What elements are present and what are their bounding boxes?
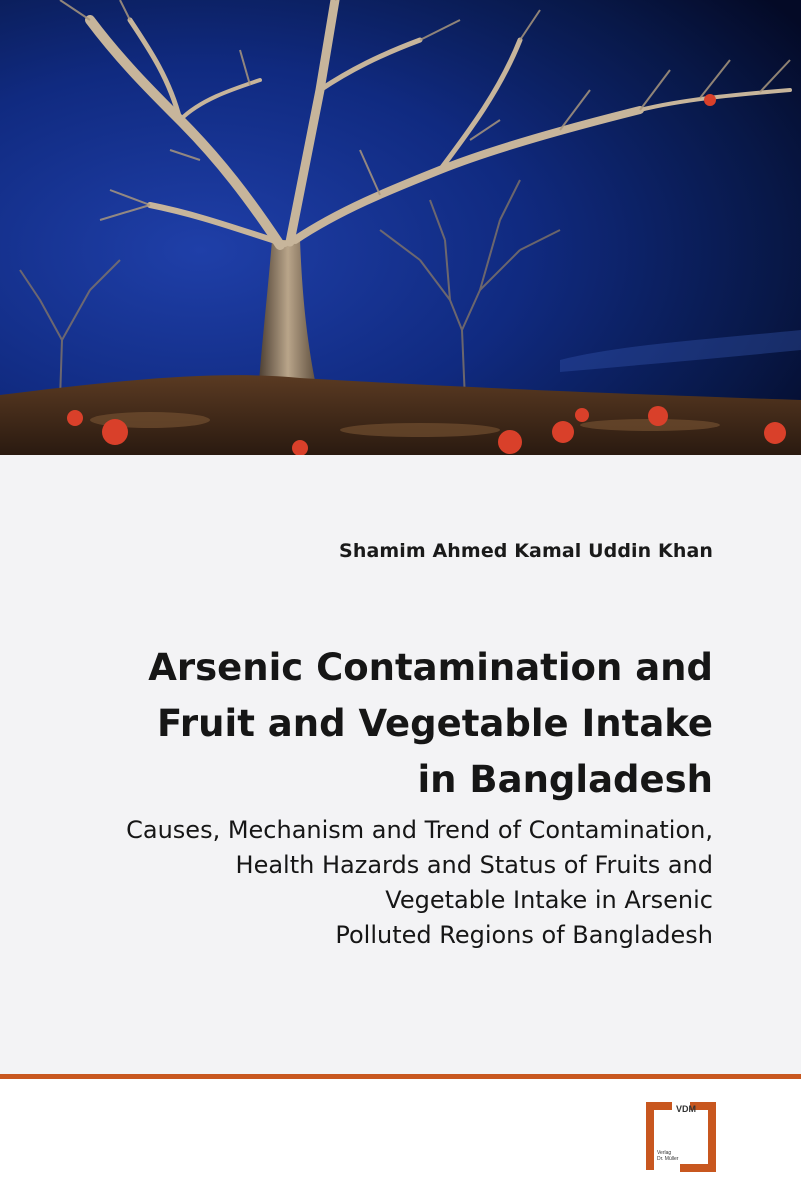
book-subtitle (13, 813, 713, 953)
subtitle-line: Health Hazards and Status of Fruits and (235, 851, 713, 879)
title-line: Fruit and Vegetable Intake (157, 702, 713, 745)
author-name: Shamim Ahmed Kamal Uddin Khan (339, 540, 713, 562)
logo-sub-text: Verlag (657, 1150, 672, 1156)
subtitle-line: Polluted Regions of Bangladesh (335, 921, 713, 949)
title-line: Arsenic Contamination and (148, 646, 713, 689)
book-title (23, 640, 713, 808)
publisher-logo-icon (640, 1096, 722, 1178)
cover-photo (0, 0, 801, 455)
logo-mark-text: VDM (676, 1104, 696, 1114)
subtitle-line: Causes, Mechanism and Trend of Contamination, (126, 816, 713, 844)
logo-sub-text: Dr. Müller (657, 1156, 679, 1162)
subtitle-line: Vegetable Intake in Arsenic (385, 886, 713, 914)
title-line: in Bangladesh (417, 758, 713, 801)
